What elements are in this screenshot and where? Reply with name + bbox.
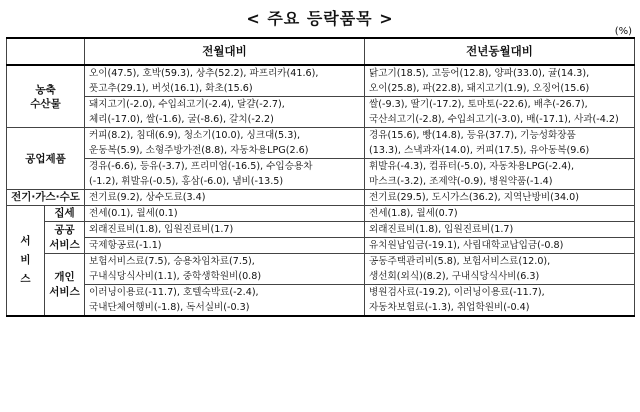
public-yoy-up — [365, 222, 635, 238]
cell-line: 전세(1.8), 월세(0.7) — [369, 208, 458, 219]
unit-label: (%) — [614, 26, 632, 37]
agri-yoy-down — [365, 97, 635, 128]
public-mom-up — [85, 222, 365, 238]
category-public — [45, 222, 85, 254]
cell-line: 돼지고기(-2.0), 수입쇠고기(-2.4), 달걀(-2.7), — [89, 99, 285, 110]
cell-line: 경유(-6.6), 등유(-3.7), 프리미엄(-16.5), 수입승용차 — [89, 161, 313, 172]
cell-line: 유치원납입금(-19.1), 사립대학교납입금(-0.8) — [369, 240, 564, 251]
agri-mom-up — [85, 65, 365, 97]
cell-line: 전기료(29.5), 도시가스(36.2), 지역난방비(34.0) — [369, 192, 579, 203]
table-row-utility — [7, 190, 635, 206]
cell-line: 국내단체여행비(-1.8), 독서실비(-0.3) — [89, 302, 250, 313]
table-row-personal-up — [7, 254, 635, 285]
cell-line: 경유(15.6), 빵(14.8), 등유(37.7), 기능성화장품 — [369, 130, 576, 141]
cell-line: 오이(47.5), 호박(59.3), 상추(52.2), 파프리카(41.6), — [89, 68, 319, 79]
cell-line: 마스크(-3.2), 조제약(-0.9), 병원약품(-1.4) — [369, 176, 553, 187]
cell-line: 외래진료비(1.8), 입원진료비(1.7) — [369, 224, 514, 235]
header-mom: 전월대비 — [85, 38, 365, 65]
util-mom — [85, 190, 365, 206]
cell-line: 쌀(-9.3), 딸기(-17.2), 토마토(-22.6), 배추(-26.7), — [369, 99, 588, 110]
services-char: 서 — [20, 235, 31, 247]
table-row-rent — [7, 206, 635, 222]
category-agri-line1: 농축 — [35, 83, 56, 96]
cell-line: 운동복(5.9), 소형주방가전(8.8), 자동차용LPG(2.6) — [89, 145, 309, 156]
category-industrial: 공업제품 — [7, 128, 85, 190]
personal-mom-down — [85, 285, 365, 317]
category-personal — [45, 254, 85, 317]
category-public-line1: 공공 — [54, 223, 75, 236]
cell-line: 이러닝이용료(-11.7), 호텔숙박료(-2.4), — [89, 287, 259, 298]
cell-line: 외래진료비(1.8), 입원진료비(1.7) — [89, 224, 234, 235]
cell-line: 체리(-17.0), 쌀(-1.6), 굴(-8.6), 갈치(-2.2) — [89, 114, 274, 125]
page-title: < 주요 등락품목 > — [246, 9, 394, 28]
table-row-public-down — [7, 238, 635, 254]
cell-line: 공동주택관리비(5.8), 보험서비스료(12.0), — [369, 256, 551, 267]
cell-line: 전세(0.1), 월세(0.1) — [89, 208, 178, 219]
table-header-row — [7, 38, 635, 65]
category-public-line2: 서비스 — [49, 238, 80, 251]
cell-line: (-1.2), 휘발유(-0.5), 홍삼(-6.0), 냄비(-13.5) — [89, 176, 284, 187]
table-row-public-up — [7, 222, 635, 238]
cell-line: 생선회(외식)(8.2), 구내식당식사비(6.3) — [369, 271, 540, 282]
ind-mom-down — [85, 159, 365, 190]
header-yoy: 전년동월대비 — [365, 38, 635, 65]
cell-line: 전기료(9.2), 상수도료(3.4) — [89, 192, 206, 203]
table-row-ind-up — [7, 128, 635, 159]
agri-mom-down — [85, 97, 365, 128]
table-row-agri-down — [7, 97, 635, 128]
category-services — [7, 206, 45, 317]
cell-line: 커피(8.2), 침대(6.9), 청소기(10.0), 싱크대(5.3), — [89, 130, 301, 141]
table-row-personal-down — [7, 285, 635, 317]
personal-yoy-up — [365, 254, 635, 285]
personal-yoy-down — [365, 285, 635, 317]
cell-line: 병원검사료(-19.2), 이러닝이용료(-11.7), — [369, 287, 545, 298]
table-row-agri-up — [7, 65, 635, 97]
table-row-ind-down — [7, 159, 635, 190]
public-mom-down — [85, 238, 365, 254]
rent-mom — [85, 206, 365, 222]
cell-line: (13.3), 스낵과자(14.0), 커피(17.5), 유아동복(9.6) — [369, 145, 590, 156]
rent-yoy — [365, 206, 635, 222]
services-char: 비 — [20, 254, 31, 266]
util-yoy — [365, 190, 635, 206]
category-personal-line2: 서비스 — [49, 285, 80, 298]
category-agri-line2: 수산물 — [30, 97, 61, 110]
cell-line: 휘발유(-4.3), 컴퓨터(-5.0), 자동차용LPG(-2.4), — [369, 161, 575, 172]
ind-yoy-down — [365, 159, 635, 190]
ind-mom-up — [85, 128, 365, 159]
cell-line: 오이(25.8), 파(22.8), 돼지고기(1.9), 오징어(15.6) — [369, 83, 590, 94]
category-personal-line1: 개인 — [54, 270, 75, 283]
cell-line: 국제항공료(-1.1) — [89, 240, 162, 251]
category-rent: 집세 — [45, 206, 85, 222]
cell-line: 국산쇠고기(-2.8), 수입쇠고기(-3.0), 배(-17.1), 사과(-4.2) — [369, 114, 619, 125]
public-yoy-down — [365, 238, 635, 254]
ind-yoy-up — [365, 128, 635, 159]
cell-line: 구내식당식사비(1.1), 중학생학원비(0.8) — [89, 271, 262, 282]
agri-yoy-up — [365, 65, 635, 97]
cell-line: 닭고기(18.5), 고등어(12.8), 양파(33.0), 귤(14.3), — [369, 68, 590, 79]
cell-line: 보험서비스료(7.5), 승용차임차료(7.5), — [89, 256, 255, 267]
services-char: 스 — [20, 273, 31, 285]
header-corner — [7, 38, 85, 65]
category-agri — [7, 65, 85, 128]
cell-line: 자동차보험료(-1.3), 취업학원비(-0.4) — [369, 302, 530, 313]
price-change-table — [6, 37, 635, 317]
personal-mom-up — [85, 254, 365, 285]
category-utility: 전기·가스·수도 — [7, 190, 85, 206]
cell-line: 풋고추(29.1), 버섯(16.1), 화초(15.6) — [89, 83, 253, 94]
